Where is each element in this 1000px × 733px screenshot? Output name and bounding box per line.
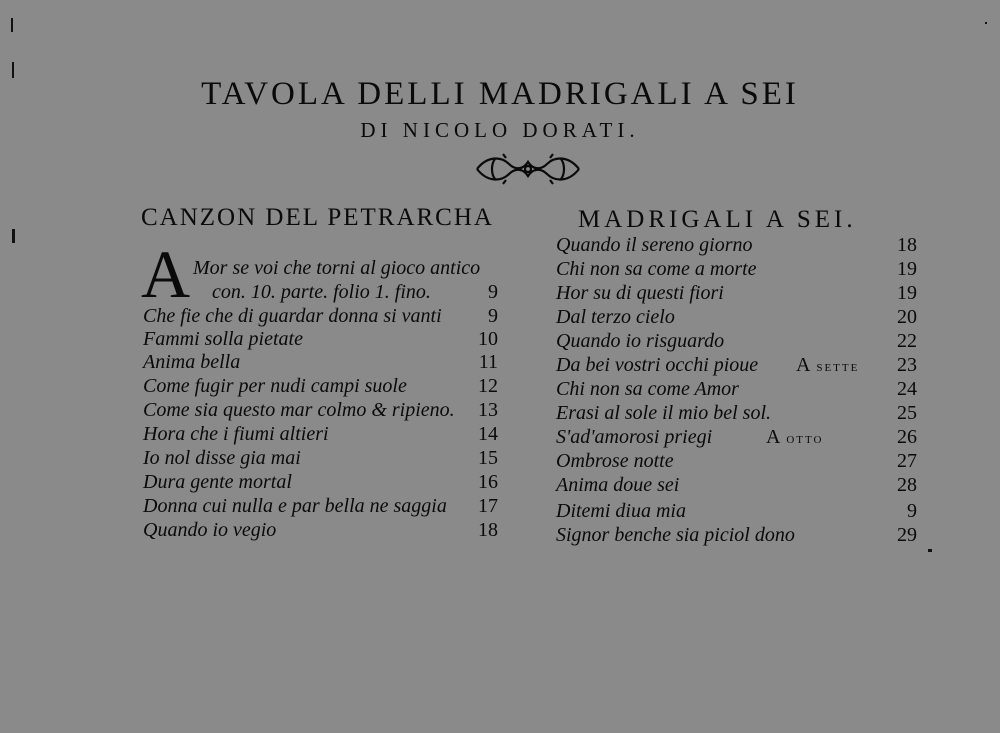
entry-number: 9	[907, 500, 917, 522]
entry-title: Da bei vostri occhi pioue	[556, 354, 759, 376]
list-item	[556, 354, 917, 377]
entry-number: 13	[478, 399, 498, 421]
list-item	[556, 330, 917, 353]
list-item	[143, 447, 498, 470]
entry-title: Anima doue sei	[556, 474, 680, 496]
entry-number: 23	[897, 354, 917, 376]
list-item	[556, 306, 917, 329]
entry-number: 15	[478, 447, 498, 469]
list-item	[556, 474, 917, 497]
entry-number: 11	[478, 351, 498, 373]
list-item	[143, 328, 498, 351]
left-heading: CANZON DEL PETRARCHA	[141, 204, 494, 231]
entry-number: 17	[478, 495, 498, 517]
entry-title: Dura gente mortal	[143, 471, 292, 493]
entry-number: 22	[897, 330, 917, 352]
entry-number: 20	[897, 306, 917, 328]
list-item	[143, 351, 498, 374]
entry-number: 29	[897, 524, 917, 546]
list-item	[143, 305, 498, 328]
list-item	[212, 281, 498, 304]
entry-title: Ombrose notte	[556, 450, 674, 472]
entry-title: Signor benche sia piciol dono	[556, 524, 795, 546]
voice-note-word: OTTO	[786, 434, 824, 446]
entry-number: 28	[897, 474, 917, 496]
list-item	[143, 399, 498, 422]
entry-title: Come sia questo mar colmo & ripieno.	[143, 399, 455, 421]
entry-number: 19	[897, 258, 917, 280]
list-item	[556, 426, 917, 449]
entry-title: Quando io risguardo	[556, 330, 725, 352]
right-heading: MADRIGALI A SEI.	[578, 206, 857, 233]
list-item	[556, 402, 917, 425]
list-item	[556, 258, 917, 281]
entry-number: 25	[897, 402, 917, 424]
list-item	[556, 500, 917, 523]
entry-title: Donna cui nulla e par bella ne saggia	[143, 495, 447, 517]
drop-cap: A	[141, 236, 191, 312]
entry-number: 19	[897, 282, 917, 304]
voice-note	[796, 354, 859, 380]
voice-note-letter: A	[796, 354, 811, 376]
entry-number: 26	[897, 426, 917, 448]
entry-title: Chi non sa come Amor	[556, 378, 739, 400]
entry-title: Dal terzo cielo	[556, 306, 675, 328]
list-item	[143, 471, 498, 494]
list-item	[143, 423, 498, 446]
entry-title: S'ad'amorosi priegi	[556, 426, 713, 448]
entry-title: Anima bella	[143, 351, 241, 373]
entry-number: 10	[478, 328, 498, 350]
entry-number: 24	[897, 378, 917, 400]
entry-number: 27	[897, 450, 917, 472]
entry-number: 18	[478, 519, 498, 541]
page-subtitle: DI NICOLO DORATI.	[360, 118, 640, 142]
entry-number: 9	[488, 281, 498, 303]
entry-number: 18	[897, 234, 917, 256]
list-item	[143, 495, 498, 518]
entry-title: con. 10. parte. folio 1. fino.	[212, 281, 431, 303]
list-item	[143, 375, 498, 398]
list-item	[556, 282, 917, 305]
page-title: TAVOLA DELLI MADRIGALI A SEI	[201, 76, 799, 112]
entry-title: Mor se voi che torni al gioco antico	[193, 257, 481, 279]
voice-note-letter: A	[766, 426, 781, 448]
list-item	[556, 234, 917, 257]
entry-title: Chi non sa come a morte	[556, 258, 757, 280]
list-item	[556, 378, 917, 401]
list-item	[143, 519, 498, 542]
entry-number: 14	[478, 423, 498, 445]
entry-number: 16	[478, 471, 498, 493]
entry-title: Hora che i fiumi altieri	[143, 423, 329, 445]
list-item	[556, 524, 917, 547]
voice-note	[766, 426, 823, 452]
entry-title: Quando io vegio	[143, 519, 277, 541]
entry-title: Quando il sereno giorno	[556, 234, 753, 256]
entry-title: Che fie che di guardar donna si vanti	[143, 305, 442, 327]
entry-title: Fammi solla pietate	[143, 328, 303, 350]
entry-number: 9	[488, 305, 498, 327]
list-item	[193, 257, 498, 280]
entry-title: Come fugir per nudi campi suole	[143, 375, 407, 397]
entry-title: Hor su di questi fiori	[556, 282, 724, 304]
voice-note-word: SETTE	[816, 362, 860, 374]
ornament-icon	[473, 150, 583, 188]
entry-number: 12	[478, 375, 498, 397]
list-item	[556, 450, 917, 473]
entry-title: Erasi al sole il mio bel sol.	[556, 402, 771, 424]
entry-title: Io nol disse gia mai	[143, 447, 301, 469]
entry-title: Ditemi diua mia	[556, 500, 686, 522]
